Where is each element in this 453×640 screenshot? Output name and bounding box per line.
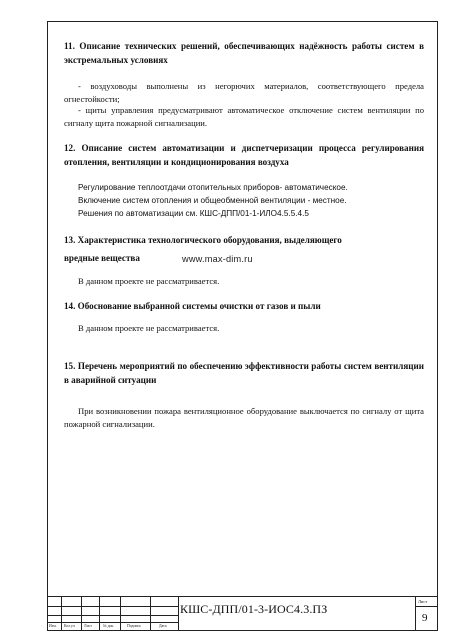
document-code: КШС-ДПП/01-3-ИОС4.3.ПЗ (180, 602, 328, 616)
section-13-heading: 13. Характеристика технологического оборудования, выделяющего (64, 235, 342, 245)
label-list: Лист (84, 624, 92, 628)
sheet-number: 9 (422, 612, 428, 624)
section-11-heading: 11. Описание технических решений, обеспечивающих надёжность работы систем в экстремальных условиях (64, 41, 424, 65)
section-15-heading: 15. Перечень мероприятий по обеспечению эффективности работы систем вентиляции в аварийной ситуации (64, 361, 424, 385)
watermark-url: www.max-dim.ru (182, 254, 253, 264)
label-date: Дата (159, 624, 167, 628)
section-12-line-3: Решения по автоматизации см. КШС-ДПП/01-1-ИЛО4.5.5.4.5 (78, 209, 309, 218)
label-doc-number: № док. (103, 624, 115, 628)
label-kol-uch: Кол.уч (64, 624, 75, 628)
label-izm: Изм. (49, 624, 57, 628)
section-12-line-1: Регулирование теплоотдачи отопительных приборов- автоматическое. (78, 183, 348, 192)
label-signature: Подпись (127, 624, 141, 628)
section-14-text: В данном проекте не рассматривается. (78, 323, 220, 333)
section-13-text: В данном проекте не рассматривается. (78, 276, 220, 286)
section-15-text: При возникновении пожара вентиляционное оборудование выключается по сигналу от щита пожарной сигнализации. (64, 406, 424, 429)
section-12-heading: 12. Описание систем автоматизации и диспетчеризации процесса регулирования отопления, вентиляции и кондиционирования воздуха (64, 143, 424, 167)
section-11-item-2: - щиты управления предусматривают автоматическое отключение систем вентиляции по сигналу щита пожарной сигнализации. (64, 105, 424, 128)
section-14-heading: 14. Обоснование выбранной системы очистки от газов и пыли (64, 301, 321, 311)
section-12-line-2: Включение систем отопления и общеобменной вентиляции - местное. (78, 196, 347, 205)
sheet-label: Лист (418, 599, 428, 604)
section-13-heading-cont: вредные вещества (64, 253, 140, 263)
section-11-item-1: - воздуховоды выполнены из негорючих материалов, соответствующего предела огнестойкости; (64, 81, 424, 104)
